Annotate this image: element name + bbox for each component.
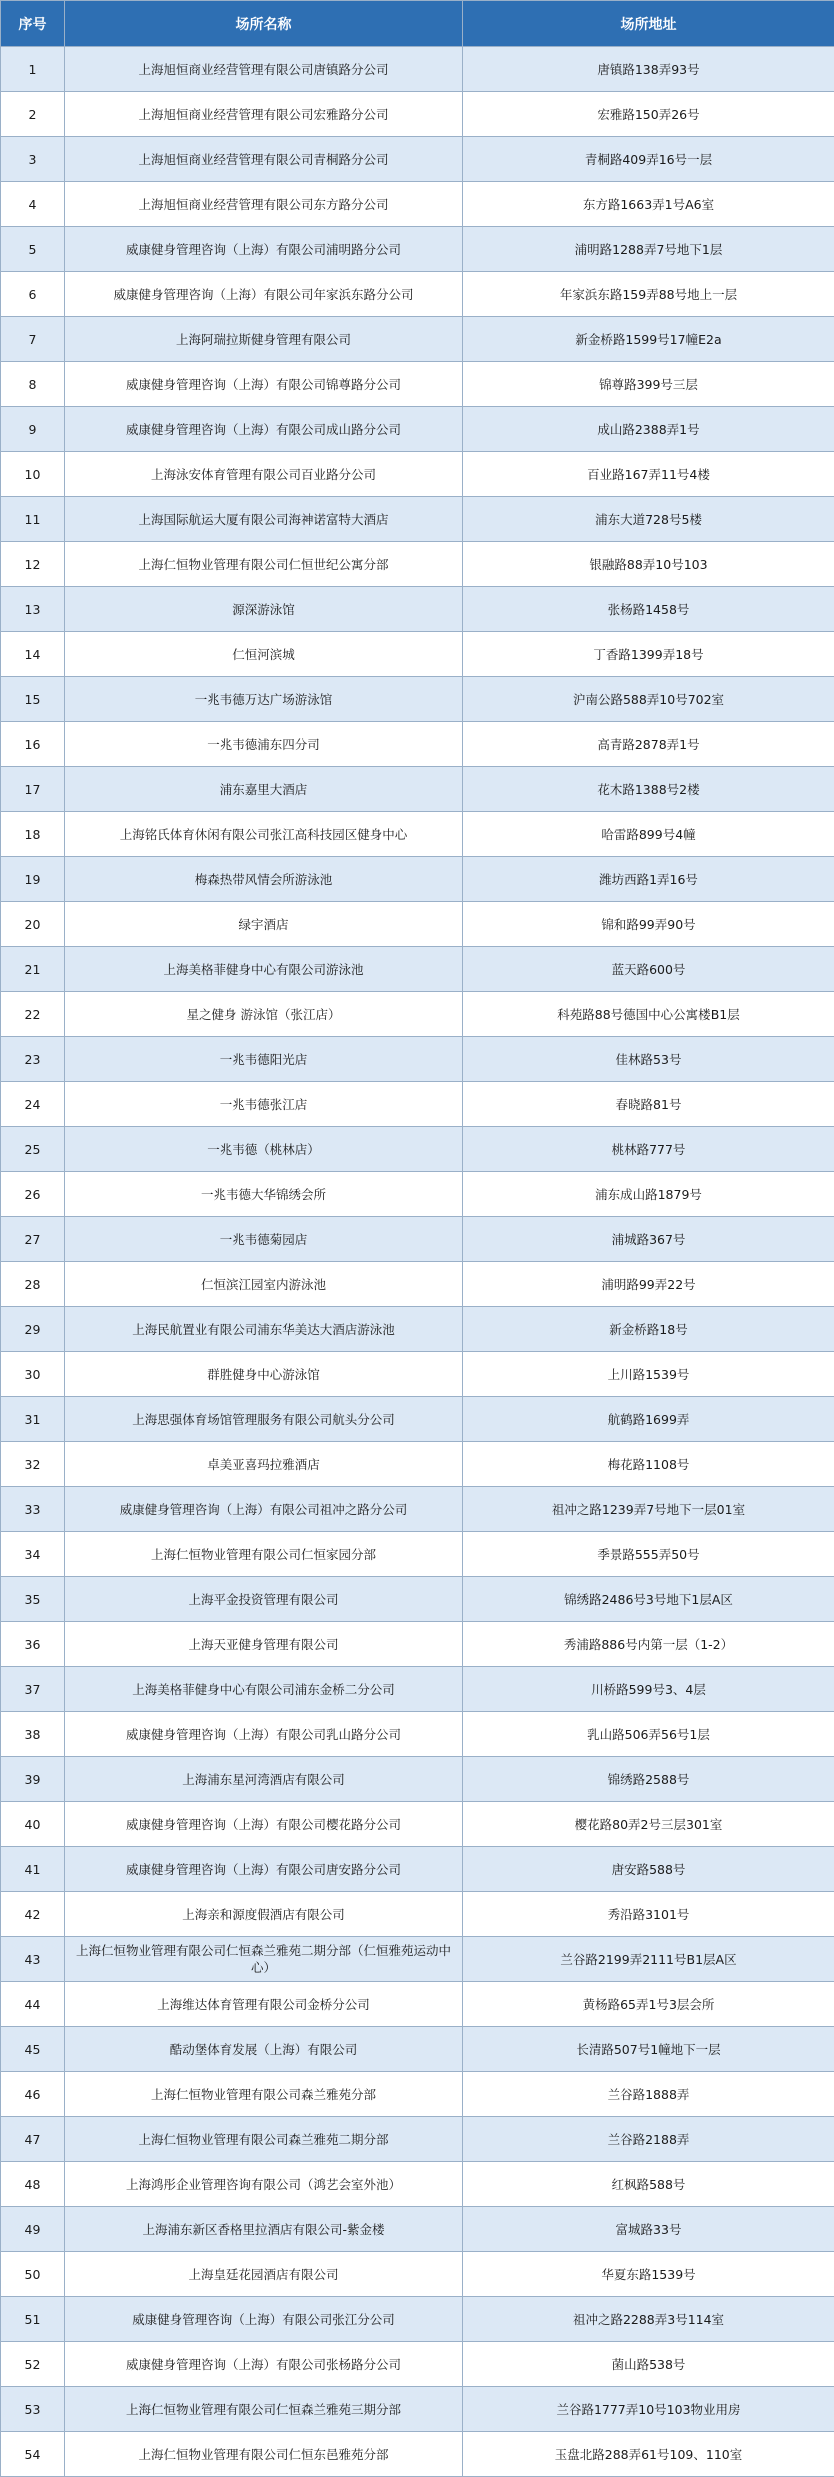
venue-name-cell: 威康健身管理咨询（上海）有限公司锦尊路分公司 [65,362,463,407]
header-serial-number: 序号 [1,1,65,47]
table-row [1,1937,834,1982]
serial-number-cell: 28 [1,1262,65,1307]
venue-name-cell: 仁恒滨江园室内游泳池 [65,1262,463,1307]
serial-number-cell: 41 [1,1847,65,1892]
venue-address-cell: 浦明路99弄22号 [463,1262,834,1307]
venue-address-cell: 富城路33号 [463,2207,834,2252]
serial-number-cell: 22 [1,992,65,1037]
serial-number-cell: 38 [1,1712,65,1757]
venue-address-cell: 黄杨路65弄1号3层会所 [463,1982,834,2027]
venue-name-cell: 威康健身管理咨询（上海）有限公司乳山路分公司 [65,1712,463,1757]
venue-name-cell: 上海泳安体育管理有限公司百业路分公司 [65,452,463,497]
venue-address-cell: 樱花路80弄2号三层301室 [463,1802,834,1847]
venue-address-cell: 兰谷路2199弄2111号B1层A区 [463,1937,834,1982]
venue-name-cell: 一兆韦德菊园店 [65,1217,463,1262]
venue-address-cell: 蓝天路600号 [463,947,834,992]
venue-address-cell: 东方路1663弄1号A6室 [463,182,834,227]
venue-address-cell: 浦明路1288弄7号地下1层 [463,227,834,272]
venue-name-cell: 上海仁恒物业管理有限公司森兰雅苑分部 [65,2072,463,2117]
venue-address-cell: 宏雅路150弄26号 [463,92,834,137]
venue-name-cell: 上海美格菲健身中心有限公司浦东金桥二分公司 [65,1667,463,1712]
table-row [1,1532,834,1577]
table-row [1,857,834,902]
venue-name-cell: 一兆韦德万达广场游泳馆 [65,677,463,722]
venue-name-cell: 一兆韦德阳光店 [65,1037,463,1082]
venue-address-cell: 航鹤路1699弄 [463,1397,834,1442]
serial-number-cell: 9 [1,407,65,452]
venue-address-cell: 长清路507号1幢地下一层 [463,2027,834,2072]
venue-address-cell: 秀沿路3101号 [463,1892,834,1937]
venue-address-cell: 桃林路777号 [463,1127,834,1172]
venue-address-cell: 红枫路588号 [463,2162,834,2207]
serial-number-cell: 5 [1,227,65,272]
venue-address-cell: 秀浦路886号内第一层（1-2） [463,1622,834,1667]
serial-number-cell: 35 [1,1577,65,1622]
table-row [1,1172,834,1217]
table-row [1,2027,834,2072]
venue-name-cell: 上海阿瑞拉斯健身管理有限公司 [65,317,463,362]
header-venue-name: 场所名称 [65,1,463,47]
venue-name-cell: 上海铭氏体育休闲有限公司张江高科技园区健身中心 [65,812,463,857]
serial-number-cell: 13 [1,587,65,632]
table-row [1,1667,834,1712]
venue-name-cell: 上海维达体育管理有限公司金桥分公司 [65,1982,463,2027]
venue-address-cell: 菌山路538号 [463,2342,834,2387]
venue-address-cell: 锦和路99弄90号 [463,902,834,947]
table-row [1,272,834,317]
venue-address-cell: 锦尊路399号三层 [463,362,834,407]
serial-number-cell: 46 [1,2072,65,2117]
venue-address-cell: 祖冲之路1239弄7号地下一层01室 [463,1487,834,1532]
venue-name-cell: 上海仁恒物业管理有限公司森兰雅苑二期分部 [65,2117,463,2162]
table-row [1,2072,834,2117]
venue-name-cell: 一兆韦德浦东四分司 [65,722,463,767]
serial-number-cell: 18 [1,812,65,857]
venue-address-cell: 玉盘北路288弄61号109、110室 [463,2432,834,2477]
table-header [1,1,834,47]
serial-number-cell: 6 [1,272,65,317]
venue-address-cell: 张杨路1458号 [463,587,834,632]
venue-name-cell: 上海浦东新区香格里拉酒店有限公司-紫金楼 [65,2207,463,2252]
table-row [1,497,834,542]
serial-number-cell: 27 [1,1217,65,1262]
serial-number-cell: 49 [1,2207,65,2252]
venue-name-cell: 一兆韦德张江店 [65,1082,463,1127]
venue-name-cell: 威康健身管理咨询（上海）有限公司祖冲之路分公司 [65,1487,463,1532]
table-row [1,2297,834,2342]
serial-number-cell: 39 [1,1757,65,1802]
table-row [1,92,834,137]
venue-name-cell: 上海天亚健身管理有限公司 [65,1622,463,1667]
venue-address-cell: 百业路167弄11号4楼 [463,452,834,497]
venue-address-cell: 花木路1388号2楼 [463,767,834,812]
table-row [1,542,834,587]
table-row [1,1802,834,1847]
venue-address-cell: 唐安路588号 [463,1847,834,1892]
venue-address-cell: 青桐路409弄16号一层 [463,137,834,182]
table-row [1,1442,834,1487]
venue-name-cell: 仁恒河滨城 [65,632,463,677]
venue-name-cell: 威康健身管理咨询（上海）有限公司成山路分公司 [65,407,463,452]
table-row [1,2342,834,2387]
table-row [1,2432,834,2477]
venue-address-cell: 华夏东路1539号 [463,2252,834,2297]
table-row [1,137,834,182]
venue-name-cell: 梅森热带风情会所游泳池 [65,857,463,902]
serial-number-cell: 14 [1,632,65,677]
serial-number-cell: 34 [1,1532,65,1577]
venue-address-cell: 浦东成山路1879号 [463,1172,834,1217]
venue-address-cell: 川桥路599号3、4层 [463,1667,834,1712]
venue-name-cell: 威康健身管理咨询（上海）有限公司唐安路分公司 [65,1847,463,1892]
venue-name-cell: 威康健身管理咨询（上海）有限公司张江分公司 [65,2297,463,2342]
serial-number-cell: 47 [1,2117,65,2162]
table-body [1,47,834,2477]
venue-address-cell: 浦城路367号 [463,1217,834,1262]
serial-number-cell: 2 [1,92,65,137]
venue-name-cell: 源深游泳馆 [65,587,463,632]
table-row [1,2252,834,2297]
venue-name-cell: 上海国际航运大厦有限公司海神诺富特大酒店 [65,497,463,542]
table-row [1,317,834,362]
venue-address-cell: 兰谷路2188弄 [463,2117,834,2162]
venue-name-cell: 上海仁恒物业管理有限公司仁恒世纪公寓分部 [65,542,463,587]
table-row [1,1037,834,1082]
table-row [1,1352,834,1397]
table-row [1,1892,834,1937]
venue-address-cell: 乳山路506弄56号1层 [463,1712,834,1757]
table-row [1,1622,834,1667]
serial-number-cell: 15 [1,677,65,722]
serial-number-cell: 42 [1,1892,65,1937]
venue-name-cell: 威康健身管理咨询（上海）有限公司张杨路分公司 [65,2342,463,2387]
table-row [1,1982,834,2027]
serial-number-cell: 16 [1,722,65,767]
serial-number-cell: 7 [1,317,65,362]
header-row [1,1,834,47]
serial-number-cell: 31 [1,1397,65,1442]
venue-name-cell: 上海美格菲健身中心有限公司游泳池 [65,947,463,992]
table-row [1,182,834,227]
serial-number-cell: 40 [1,1802,65,1847]
venue-address-cell: 祖冲之路2288弄3号114室 [463,2297,834,2342]
serial-number-cell: 4 [1,182,65,227]
serial-number-cell: 29 [1,1307,65,1352]
table-row [1,587,834,632]
venue-address-cell: 新金桥路18号 [463,1307,834,1352]
serial-number-cell: 1 [1,47,65,92]
venue-name-cell: 上海浦东星河湾酒店有限公司 [65,1757,463,1802]
venue-name-cell: 卓美亚喜玛拉雅酒店 [65,1442,463,1487]
venue-address-cell: 春晓路81号 [463,1082,834,1127]
table-row [1,1847,834,1892]
table-row [1,1757,834,1802]
serial-number-cell: 23 [1,1037,65,1082]
venue-name-cell: 浦东嘉里大酒店 [65,767,463,812]
table-row [1,722,834,767]
serial-number-cell: 54 [1,2432,65,2477]
table-row [1,47,834,92]
table-row [1,812,834,857]
venue-name-cell: 上海鸿彤企业管理咨询有限公司（鸿艺会室外池） [65,2162,463,2207]
venue-name-cell: 酷动堡体育发展（上海）有限公司 [65,2027,463,2072]
serial-number-cell: 48 [1,2162,65,2207]
table-row [1,1217,834,1262]
serial-number-cell: 43 [1,1937,65,1982]
serial-number-cell: 45 [1,2027,65,2072]
serial-number-cell: 32 [1,1442,65,1487]
serial-number-cell: 30 [1,1352,65,1397]
serial-number-cell: 50 [1,2252,65,2297]
serial-number-cell: 52 [1,2342,65,2387]
venue-address-cell: 银融路88弄10号103 [463,542,834,587]
table-row [1,2117,834,2162]
table-row [1,227,834,272]
serial-number-cell: 53 [1,2387,65,2432]
table-row [1,677,834,722]
venue-address-cell: 梅花路1108号 [463,1442,834,1487]
table-row [1,992,834,1037]
serial-number-cell: 3 [1,137,65,182]
table-row [1,1262,834,1307]
venue-address-cell: 兰谷路1888弄 [463,2072,834,2117]
venue-name-cell: 上海仁恒物业管理有限公司仁恒家园分部 [65,1532,463,1577]
table-row [1,407,834,452]
serial-number-cell: 21 [1,947,65,992]
venue-name-cell: 一兆韦德（桃林店） [65,1127,463,1172]
table-row [1,2207,834,2252]
venue-name-cell: 一兆韦德大华锦绣会所 [65,1172,463,1217]
serial-number-cell: 10 [1,452,65,497]
table-row [1,767,834,812]
venue-name-cell: 上海旭恒商业经营管理有限公司唐镇路分公司 [65,47,463,92]
venue-name-cell: 上海皇廷花园酒店有限公司 [65,2252,463,2297]
venue-name-cell: 威康健身管理咨询（上海）有限公司年家浜东路分公司 [65,272,463,317]
table-row [1,902,834,947]
venue-address-cell: 新金桥路1599号17幢E2a [463,317,834,362]
serial-number-cell: 8 [1,362,65,407]
table-row [1,2387,834,2432]
venue-name-cell: 威康健身管理咨询（上海）有限公司浦明路分公司 [65,227,463,272]
venue-name-cell: 上海旭恒商业经营管理有限公司东方路分公司 [65,182,463,227]
venue-address-cell: 哈雷路899号4幢 [463,812,834,857]
venue-name-cell: 上海民航置业有限公司浦东华美达大酒店游泳池 [65,1307,463,1352]
table-row [1,2162,834,2207]
serial-number-cell: 36 [1,1622,65,1667]
venue-name-cell: 上海仁恒物业管理有限公司仁恒东邑雅苑分部 [65,2432,463,2477]
venue-address-cell: 沪南公路588弄10号702室 [463,677,834,722]
serial-number-cell: 20 [1,902,65,947]
venue-name-cell: 上海旭恒商业经营管理有限公司青桐路分公司 [65,137,463,182]
table-row [1,947,834,992]
serial-number-cell: 26 [1,1172,65,1217]
serial-number-cell: 33 [1,1487,65,1532]
venue-address-cell: 上川路1539号 [463,1352,834,1397]
venue-name-cell: 上海思强体育场馆管理服务有限公司航头分公司 [65,1397,463,1442]
venue-address-cell: 高青路2878弄1号 [463,722,834,767]
header-venue-address: 场所地址 [463,1,834,47]
venue-address-cell: 浦东大道728号5楼 [463,497,834,542]
venue-address-cell: 佳林路53号 [463,1037,834,1082]
serial-number-cell: 25 [1,1127,65,1172]
venue-address-cell: 唐镇路138弄93号 [463,47,834,92]
venue-address-cell: 季景路555弄50号 [463,1532,834,1577]
venue-name-cell: 上海仁恒物业管理有限公司仁恒森兰雅苑二期分部（仁恒雅苑运动中心） [65,1937,463,1982]
venue-address-cell: 兰谷路1777弄10号103物业用房 [463,2387,834,2432]
venue-name-cell: 上海旭恒商业经营管理有限公司宏雅路分公司 [65,92,463,137]
serial-number-cell: 37 [1,1667,65,1712]
venue-address-cell: 成山路2388弄1号 [463,407,834,452]
table-row [1,1487,834,1532]
serial-number-cell: 44 [1,1982,65,2027]
table-row [1,1307,834,1352]
venue-name-cell: 上海亲和源度假酒店有限公司 [65,1892,463,1937]
serial-number-cell: 19 [1,857,65,902]
venue-name-cell: 威康健身管理咨询（上海）有限公司樱花路分公司 [65,1802,463,1847]
venue-name-cell: 群胜健身中心游泳馆 [65,1352,463,1397]
table-row [1,1127,834,1172]
table-row [1,1397,834,1442]
table-row [1,452,834,497]
table-row [1,1082,834,1127]
venue-address-cell: 科苑路88号德国中心公寓楼B1层 [463,992,834,1037]
venue-address-cell: 年家浜东路159弄88号地上一层 [463,272,834,317]
table-row [1,1577,834,1622]
venue-address-cell: 丁香路1399弄18号 [463,632,834,677]
serial-number-cell: 51 [1,2297,65,2342]
serial-number-cell: 12 [1,542,65,587]
venue-address-cell: 锦绣路2486号3号地下1层A区 [463,1577,834,1622]
serial-number-cell: 17 [1,767,65,812]
venue-address-cell: 锦绣路2588号 [463,1757,834,1802]
venue-name-cell: 星之健身 游泳馆（张江店） [65,992,463,1037]
venue-name-cell: 上海仁恒物业管理有限公司仁恒森兰雅苑三期分部 [65,2387,463,2432]
table-row [1,362,834,407]
venue-name-cell: 绿宇酒店 [65,902,463,947]
serial-number-cell: 24 [1,1082,65,1127]
serial-number-cell: 11 [1,497,65,542]
venue-address-cell: 潍坊西路1弄16号 [463,857,834,902]
table-row [1,1712,834,1757]
table-row [1,632,834,677]
venue-name-cell: 上海平金投资管理有限公司 [65,1577,463,1622]
